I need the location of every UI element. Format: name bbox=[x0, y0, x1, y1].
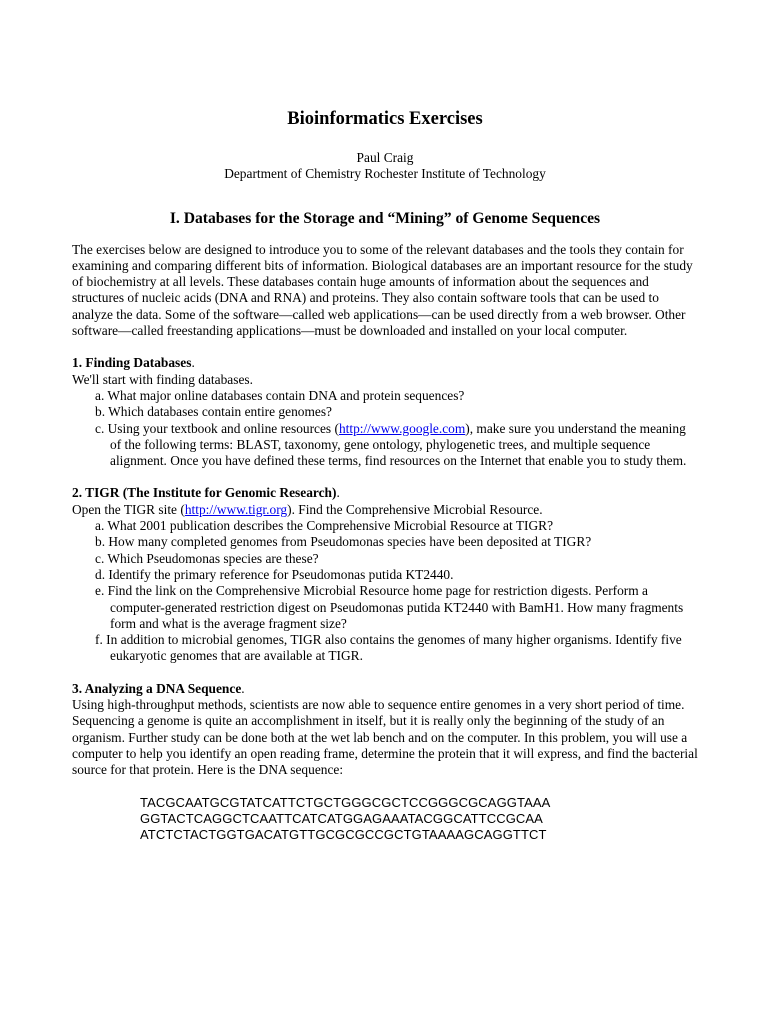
tigr-link[interactable]: http://www.tigr.org bbox=[184, 501, 288, 517]
document-page bbox=[72, 108, 698, 844]
section1-item-c bbox=[72, 421, 698, 470]
section1-heading-period: . bbox=[191, 355, 195, 371]
intro-paragraph: The exercises below are designed to introduce you to some of the relevant databases and the tools they contain for examining and comparing different bits of information. Biological databases are an important resource for the study of biochemistry at all levels. These databases contain huge amounts of information about the sequences and structures of nucleic acids (DNA and RNA) and proteins. They also contain software tools that can be used to analyze the data. Some of the software—called web applications—can be used directly from a web browser. Other software—called freestanding applications—must be downloaded and installed on your local computer. bbox=[72, 241, 693, 339]
section2-heading-period: . bbox=[336, 485, 340, 501]
section2-lead-prefix: Open the TIGR site ( bbox=[72, 501, 185, 517]
section2-lead-suffix: ). Find the Comprehensive Microbial Resource. bbox=[287, 501, 543, 517]
section-heading: I. Databases for the Storage and “Mining” of Genome Sequences bbox=[169, 209, 601, 227]
author-department: Department of Chemistry Rochester Institute of Technology bbox=[224, 166, 546, 182]
document-title: Bioinformatics Exercises bbox=[287, 109, 483, 129]
section1-item-c-suffix: ), make sure you understand the meaning of the following terms: BLAST, taxonomy, gene ontology, phylogenetic trees, and multiple sequence alignment. Once you have defined these terms, find resources on the Internet that enable you to study them. bbox=[110, 420, 687, 469]
section1-item-b: b. Which databases contain entire genomes? bbox=[95, 404, 332, 420]
section3-heading-period: . bbox=[241, 680, 245, 696]
author-name: Paul Craig bbox=[356, 150, 414, 165]
section3-heading-text: 3. Analyzing a DNA Sequence bbox=[72, 680, 242, 696]
section1-item-a: a. What major online databases contain DNA and protein sequences? bbox=[95, 387, 465, 403]
section2-item-c: c. Which Pseudomonas species are these? bbox=[95, 550, 319, 566]
section1-heading bbox=[72, 355, 698, 371]
section-dna-sequence bbox=[72, 681, 698, 844]
dna-sequence-line: TACGCAATGCGTATCATTCTGCTGGGCGCTCCGGGCGCAGGTAAA bbox=[140, 794, 551, 810]
section2-heading bbox=[72, 485, 698, 501]
section3-body: Using high-throughput methods, scientists are now able to sequence entire genomes in a very short period of time. Sequencing a genome is quite an accomplishment in itself, but it is really only the beginning of the study of an organism. Further study can be done both at the wet lab bench and on the computer. In this problem, you will use a computer to help you identify an open reading frame, determine the protein that it will express, and find the bacterial source for that protein. Here is the DNA sequence: bbox=[72, 697, 698, 778]
section2-item-f: f. In addition to microbial genomes, TIGR also contains the genomes of many higher organisms. Identify five eukaryotic genomes that are available at TIGR. bbox=[95, 632, 682, 664]
section1-lead: We'll start with finding databases. bbox=[72, 371, 253, 387]
section2-item-a: a. What 2001 publication describes the Comprehensive Microbial Resource at TIGR? bbox=[95, 518, 554, 534]
section2-item-b: b. How many completed genomes from Pseudomonas species have been deposited at TIGR? bbox=[95, 534, 592, 550]
section2-item-e: e. Find the link on the Comprehensive Microbial Resource home page for restriction digests. Perform a computer-generated restriction digest on Pseudomonas putida KT2440 with BamH1. How many fragments form and what is the average fragment size? bbox=[95, 583, 684, 631]
section-tigr bbox=[72, 485, 698, 664]
section-finding-databases bbox=[72, 355, 698, 469]
dna-sequence-block bbox=[72, 795, 698, 844]
section2-heading-text: 2. TIGR (The Institute for Genomic Research) bbox=[72, 485, 337, 501]
dna-sequence-line: ATCTCTACTGGTGACATGTTGCGCGCCGCTGTAAAAGCAGGTTCT bbox=[140, 827, 547, 843]
section1-item-c-prefix: c. Using your textbook and online resources ( bbox=[95, 420, 339, 436]
section3-heading bbox=[72, 681, 698, 697]
section2-item-d: d. Identify the primary reference for Pseudomonas putida KT2440. bbox=[95, 566, 454, 582]
section1-heading-text: 1. Finding Databases bbox=[72, 355, 192, 371]
dna-sequence-line: GGTACTCAGGCTCAATTCATCATGGAGAAATACGGCATTCCGCAA bbox=[140, 810, 543, 826]
section2-lead bbox=[72, 502, 698, 518]
google-link[interactable]: http://www.google.com bbox=[338, 420, 466, 436]
